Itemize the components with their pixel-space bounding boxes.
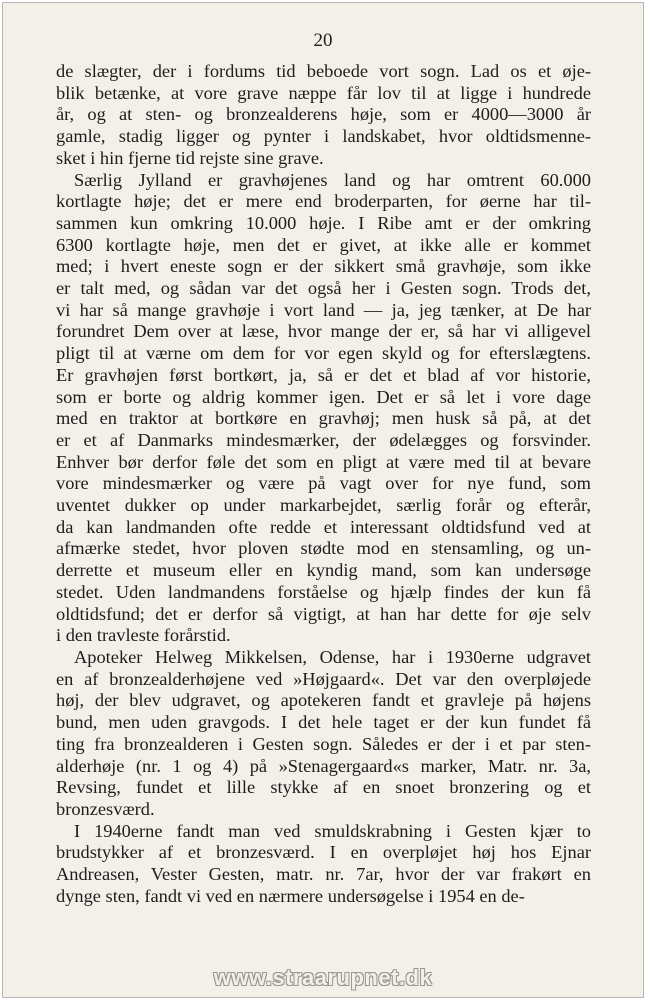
text-line: som er borte og aldrig kommer igen. Det er så let i vore dage xyxy=(56,386,591,407)
text-line: kortlagte høje; det er mere end broderparten, for øerne har til- xyxy=(56,191,591,212)
text-line: ting fra bronzealderen i Gesten sogn. Således er der i et par sten- xyxy=(56,733,591,754)
text-line: gamle, stadig ligger og pynter i landskabet, hvor oldtidsmenne- xyxy=(56,126,591,147)
text-line: en af bronzealderhøjene ved »Højgaard«. Det var den overpløjede xyxy=(56,668,591,689)
text-line: Enhver bør derfor føle det som en pligt at være med til at bevare xyxy=(56,451,591,472)
text-line: Revsing, fundet et lille stykke af en snoet bronzering og et xyxy=(56,777,591,798)
text-line: brudstykker af et bronzesværd. I en overpløjet høj hos Ejnar xyxy=(56,842,591,863)
text-line: da kan landmanden ofte redde et interessant oldtidsfund ved at xyxy=(56,516,591,537)
body-text xyxy=(56,61,591,907)
text-line: vi har så mange gravhøje i vort land — ja, jeg tænker, at De har xyxy=(56,299,591,320)
text-line: stedet. Uden landmandens forståelse og hjælp findes der kun få xyxy=(56,581,591,602)
text-line: Særlig Jylland er gravhøjenes land og har omtrent 60.000 xyxy=(74,169,591,190)
text-line: Andreasen, Vester Gesten, matr. nr. 7ar, hvor der var frakørt en xyxy=(56,864,591,885)
text-line: blik betænke, at vore grave næppe får lov til at ligge i hundrede xyxy=(56,82,591,103)
text-line: 6300 kortlagte høje, men det er givet, at ikke alle er kommet xyxy=(56,234,591,255)
text-line: i den travleste forårstid. xyxy=(56,625,231,646)
text-line: pligt til at værne om dem for vor egen skyld og for efterslægtens. xyxy=(56,343,591,364)
paragraph xyxy=(56,170,591,647)
text-line: uventet dukker op under markarbejdet, særlig forår og efterår, xyxy=(56,495,591,516)
text-line: med en traktor at bortkøre en gravhøj; men husk så på, at det xyxy=(56,408,591,429)
text-line: vore mindesmærker og være på vagt over for nye fund, som xyxy=(56,473,591,494)
text-line: alderhøje (nr. 1 og 4) på »Stenagergaard«s marker, Matr. nr. 3a, xyxy=(56,755,591,776)
text-line: år, og at sten- og bronzealderens høje, som er 4000—3000 år xyxy=(56,104,591,125)
text-line: de slægter, der i fordums tid beboede vort sogn. Lad os et øje- xyxy=(56,61,591,81)
watermark: www.straarupnet.dk xyxy=(213,965,433,990)
text-line: I 1940erne fandt man ved smuldskrabning i Gesten kjær to xyxy=(74,820,591,841)
text-line: dynge sten, fandt vi ved en nærmere undersøgelse i 1954 en de- xyxy=(56,885,525,906)
paragraph xyxy=(56,647,591,821)
text-line: oldtidsfund; det er derfor så vigtigt, at han har dette for øje selv xyxy=(56,603,591,624)
text-line: afmærke stedet, hvor ploven stødte mod en stensamling, og un- xyxy=(56,538,591,559)
text-line: bronzesværd. xyxy=(56,798,155,819)
text-line: Er gravhøjen først bortkørt, ja, så er det et blad af vor historie, xyxy=(56,364,591,385)
text-line: derrette et museum eller en kyndig mand, som kan undersøge xyxy=(56,560,591,581)
text-line: Apoteker Helweg Mikkelsen, Odense, har i 1930erne udgravet xyxy=(74,646,591,667)
text-line: er et af Danmarks mindesmærker, der ødelægges og forsvinder. xyxy=(56,429,591,450)
text-line: sammen kun omkring 10.000 høje. I Ribe amt er der omkring xyxy=(56,212,591,233)
text-line: forundret Dem over at læse, hvor mange der er, så har vi alligevel xyxy=(56,321,591,342)
text-line: bund, men uden gravgods. I det hele taget er der kun fundet få xyxy=(56,712,591,733)
text-line: høj, der blev udgravet, og apotekeren fandt et gravleje på højens xyxy=(56,690,591,711)
paragraph xyxy=(56,821,591,908)
page-number: 20 xyxy=(313,30,333,51)
text-line: sket i hin fjerne tid rejste sine grave. xyxy=(56,147,324,168)
document-page xyxy=(2,2,644,998)
text-line: med; i hvert eneste sogn er der sikkert små gravhøje, som ikke xyxy=(56,256,591,277)
text-line: er talt med, og sådan var det også her i Gesten sogn. Trods det, xyxy=(56,278,591,299)
paragraph xyxy=(56,61,591,170)
